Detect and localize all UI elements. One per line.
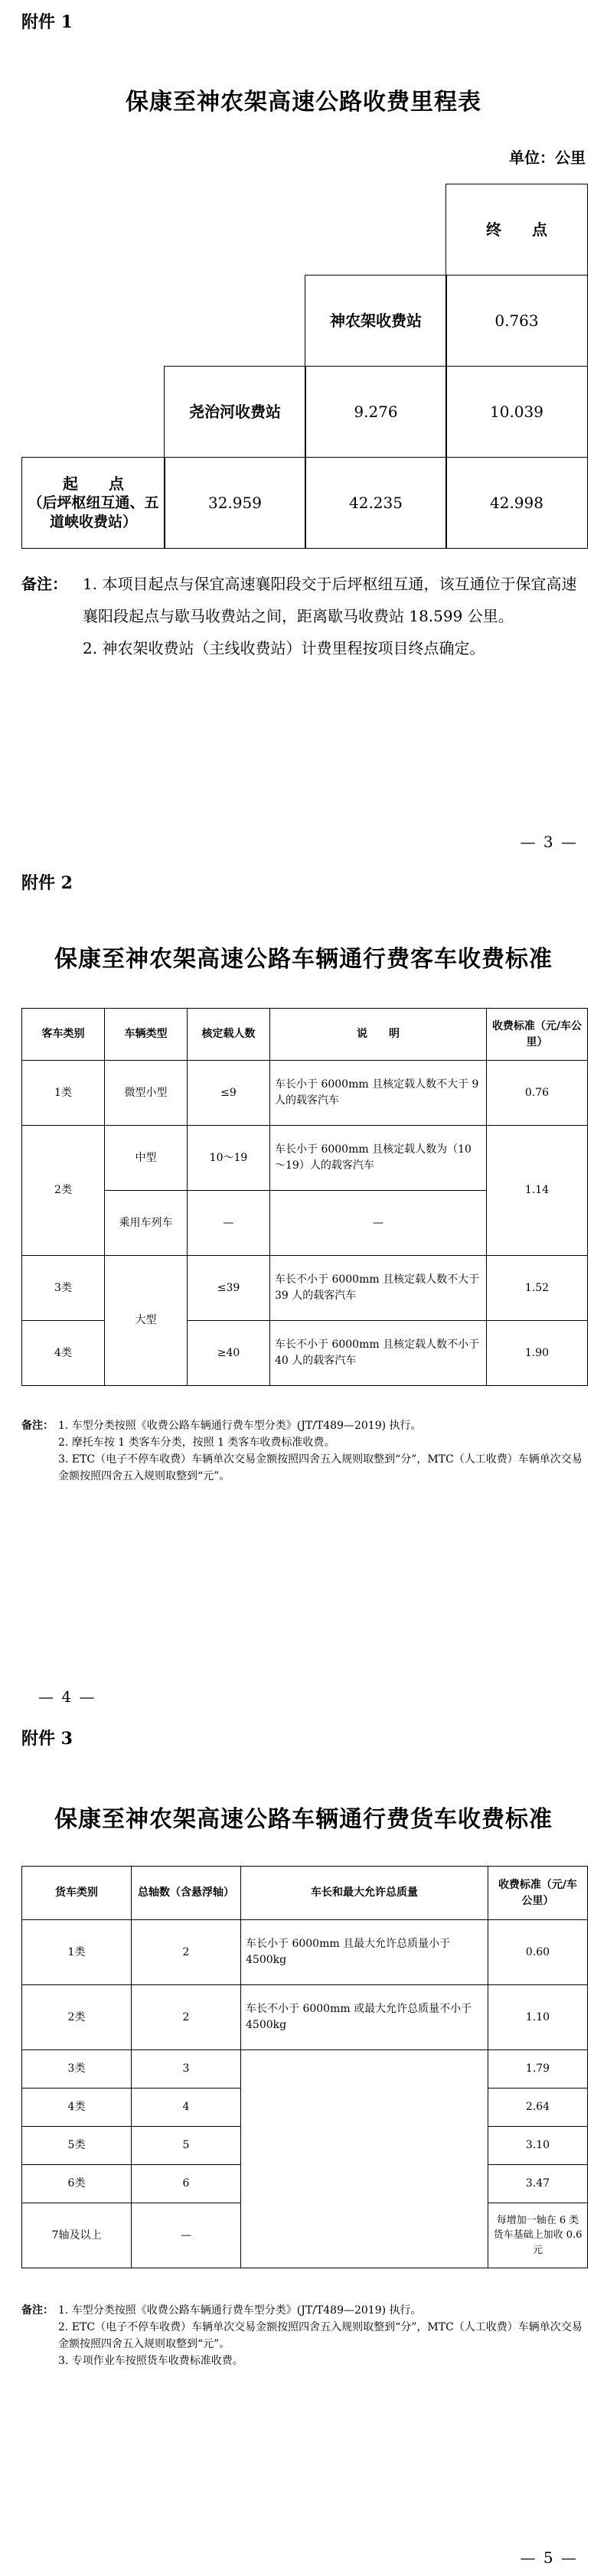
page-number-3: — 3 — — [520, 833, 578, 851]
cell-price: 1.14 — [487, 1126, 588, 1256]
remarks-1 — [21, 568, 588, 664]
start-point — [21, 457, 165, 549]
cell-axles: 5 — [132, 2127, 241, 2165]
cell-seats: ≤9 — [188, 1061, 270, 1126]
cell-type: 中型 — [105, 1126, 188, 1191]
cell-class: 3类 — [22, 2050, 132, 2089]
cell-price: 1.79 — [488, 2050, 588, 2089]
header-desc: 车长和最大允许总质量 — [241, 1867, 488, 1920]
cell-type: 微型小型 — [105, 1061, 188, 1126]
header-desc: 说 明 — [270, 1009, 487, 1061]
cell-axles: 4 — [132, 2089, 241, 2127]
header-end: 终 点 — [445, 184, 588, 276]
cell-desc: 车长小于 6000mm 且最大允许总质量小于 4500kg — [241, 1920, 488, 1985]
header-type: 车辆类型 — [105, 1009, 188, 1061]
page-number-5: — 5 — — [520, 2548, 578, 2567]
annex-label-3: 附件 3 — [21, 1729, 73, 1749]
cell-price: 1.90 — [487, 1321, 588, 1386]
cell-class: 7轴及以上 — [22, 2203, 132, 2268]
cell-seats: ≤39 — [188, 1256, 270, 1321]
remark-item: 2. 摩托车按 1 类客车分类，按照 1 类客车收费标准收费。 — [58, 1436, 335, 1449]
cell-type: 大型 — [105, 1256, 188, 1386]
passenger-fee-table — [21, 1008, 588, 1386]
cell-desc: 车长不小于 6000mm 且核定载人数不小于 40 人的载客汽车 — [270, 1321, 487, 1386]
cell-axles: 3 — [132, 2050, 241, 2089]
cell-seats: 10～19 — [188, 1126, 270, 1191]
header-seats: 核定载人数 — [188, 1009, 270, 1061]
annex-label-1: 附件 1 — [21, 12, 73, 32]
cell-price: 3.47 — [488, 2165, 588, 2203]
cell-class: 4类 — [22, 1321, 105, 1386]
cell-class: 6类 — [22, 2165, 132, 2203]
remarks-label: 备注： — [21, 2304, 54, 2317]
cell-price: 1.52 — [487, 1256, 588, 1321]
cell-class: 2类 — [22, 1126, 105, 1256]
remark-item: 1. 车型分类按照《收费公路车辆通行费车型分类》(JT/T489—2019) 执行。 — [58, 2304, 422, 2317]
cell-start-end: 42.998 — [445, 457, 588, 549]
header-price: 收费标准（元/车公里） — [487, 1009, 588, 1061]
cell-class: 1类 — [22, 1061, 105, 1126]
unit-label: 单位：公里 — [509, 148, 586, 167]
cell-type: 乘用车列车 — [105, 1191, 188, 1256]
truck-fee-table — [21, 1866, 588, 2268]
cell-axles: 2 — [132, 1985, 241, 2050]
cell-axles: 2 — [132, 1920, 241, 1985]
cell-price: 1.10 — [488, 1985, 588, 2050]
remark-item: 2. 神农架收费站（主线收费站）计费里程按项目终点确定。 — [83, 639, 485, 657]
remarks-3 — [21, 2302, 588, 2369]
cell-seats: — — [188, 1191, 270, 1256]
cell-axles: 6 — [132, 2165, 241, 2203]
start-detail: （后坪枢纽互通、五道峡收费站） — [28, 494, 159, 530]
cell-class: 3类 — [22, 1256, 105, 1321]
remark-item: 2. ETC（电子不停车收费）车辆单次交易金额按照四舍五入规则取整到“分”，MTC（人工收费）车辆单次交易金额按照四舍五入规则取整到“元”。 — [58, 2321, 583, 2350]
cell-class: 2类 — [22, 1985, 132, 2050]
remark-item: 3. 专项作业车按照货车收费标准收费。 — [58, 2355, 243, 2367]
cell-start-snj: 42.235 — [305, 457, 447, 549]
cell-rzh-snj: 9.276 — [305, 366, 447, 458]
cell-class: 1类 — [22, 1920, 132, 1985]
cell-desc: 车长小于 6000mm 且核定载人数不大于 9 人的载客汽车 — [270, 1061, 487, 1126]
annex-label-2: 附件 2 — [21, 873, 73, 893]
cell-desc: 车长小于 6000mm 且核定载人数为（10～19）人的载客汽车 — [270, 1126, 487, 1191]
cell-rzh-end: 10.039 — [445, 366, 588, 458]
cell-price: 3.10 — [488, 2127, 588, 2165]
cell-snj-end: 0.763 — [445, 275, 588, 367]
header-price: 收费标准（元/车公里） — [488, 1867, 588, 1920]
cell-axles: — — [132, 2203, 241, 2268]
cell-price: 0.60 — [488, 1920, 588, 1985]
remarks-label: 备注： — [21, 575, 67, 593]
start-label: 起 点 — [63, 474, 124, 494]
cell-class: 5类 — [22, 2127, 132, 2165]
station-shennongjia: 神农架收费站 — [305, 275, 447, 367]
station-raozhihe: 尧治河收费站 — [164, 366, 306, 458]
cell-price: 2.64 — [488, 2089, 588, 2127]
remarks-2 — [21, 1417, 588, 1485]
remark-item: 1. 车型分类按照《收费公路车辆通行费车型分类》(JT/T489—2019) 执行。 — [58, 1420, 422, 1432]
cell-price: 0.76 — [487, 1061, 588, 1126]
page-title-1: 保康至神农架高速公路收费里程表 — [126, 89, 481, 116]
cell-price: 每增加一轴在 6 类货车基础上加收 0.6 元 — [488, 2203, 588, 2268]
page-title-2: 保康至神农架高速公路车辆通行费客车收费标准 — [54, 946, 553, 973]
cell-desc: — — [270, 1191, 487, 1256]
page-number-4: — 4 — — [38, 1687, 96, 1706]
cell-start-rzh: 32.959 — [164, 457, 306, 549]
remarks-label: 备注： — [21, 1420, 54, 1432]
cell-desc: 车长不小于 6000mm 或最大允许总质量不小于 4500kg — [241, 1985, 488, 2050]
remark-item: 1. 本项目起点与保宜高速襄阳段交于后坪枢纽互通，该互通位于保宜高速襄阳段起点与歇马收费站之间，距离歇马收费站 18.599 公里。 — [83, 575, 577, 625]
remark-item: 3. ETC（电子不停车收费）车辆单次交易金额按照四舍五入规则取整到“分”，MTC（人工收费）车辆单次交易金额按照四舍五入规则取整到“元”。 — [58, 1453, 583, 1482]
page-title-3: 保康至神农架高速公路车辆通行费货车收费标准 — [54, 1806, 553, 1833]
cell-desc-empty — [241, 2050, 488, 2268]
header-axles: 总轴数（含悬浮轴） — [132, 1867, 241, 1920]
cell-desc: 车长不小于 6000mm 且核定载人数不大于 39 人的载客汽车 — [270, 1256, 487, 1321]
header-class: 客车类别 — [22, 1009, 105, 1061]
cell-seats: ≥40 — [188, 1321, 270, 1386]
header-class: 货车类别 — [22, 1867, 132, 1920]
cell-class: 4类 — [22, 2089, 132, 2127]
